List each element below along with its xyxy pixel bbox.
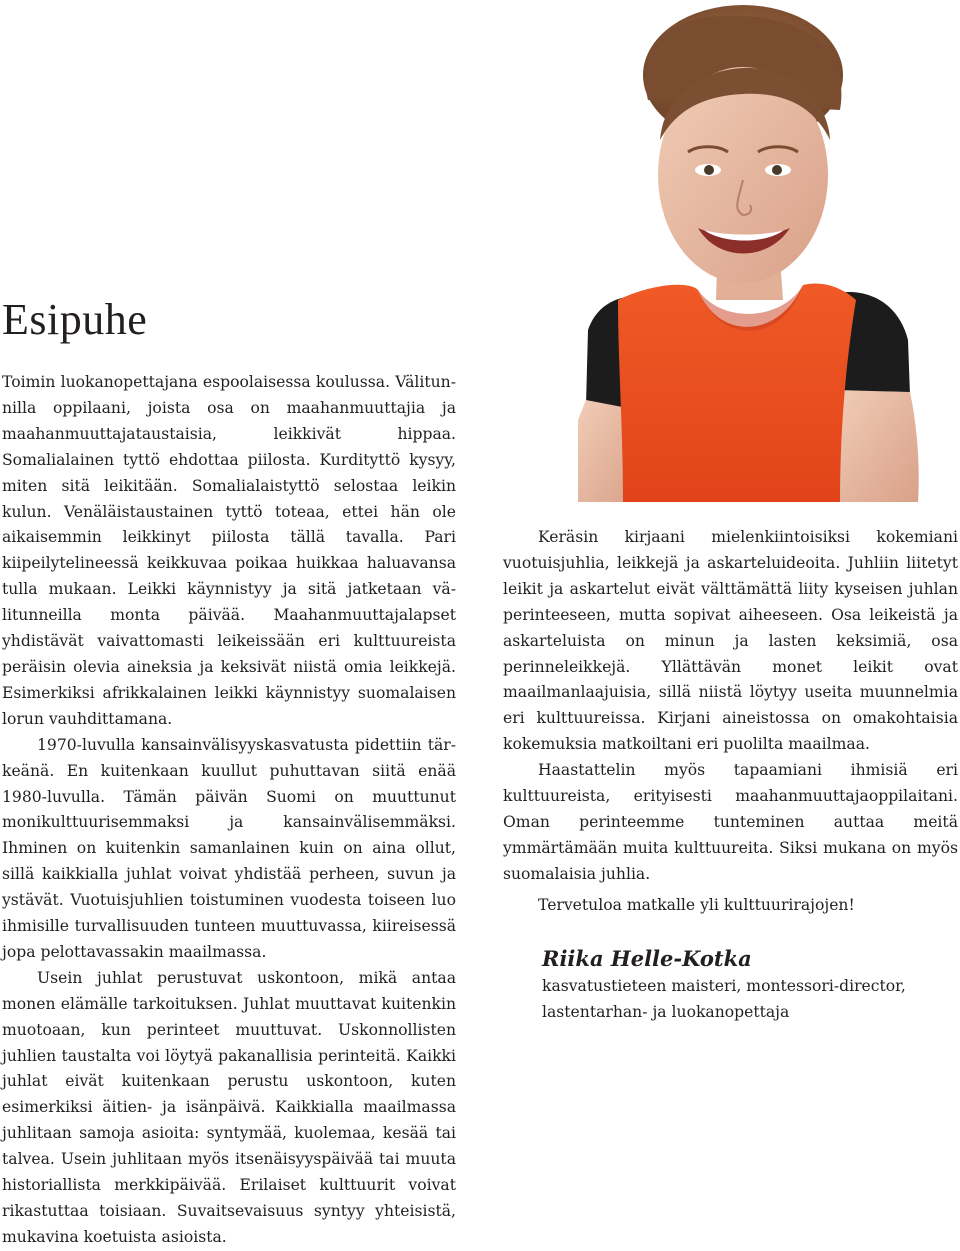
- arm-right: [836, 390, 919, 502]
- greeting: Tervetuloa matkalle yli kulttuurirajojen!: [538, 896, 855, 914]
- signature: [542, 945, 906, 1025]
- author-portrait: [578, 0, 920, 502]
- right-column: [503, 525, 958, 888]
- paragraph: Usein juhlat perustuvat uskontoon, mikä antaa monen elämälle tarkoituksen. Juhlat muuttavat kuitenkin muotoaan, kun perinteet muuttuvat. Uskonnollisten juhlien taustalta voi löytyä pakanallisia perinteitä. Kaikki juhlat eivät kuitenkaan perustu uskontoon, kuten esimerkiksi äitien- ja isänpäivä. Kaikkialla maailmassa juhlitaan samoja asioita: syntymää, kuolemaa, kesää tai talvea. Usein juhlitaan myös itsenäisyyspäivää tai muuta historiallista merkkipäivää. Erilaiset kulttuurit voivat rikastuttaa toisiaan. Suvaitsevaisuus syntyy yhteisistä, mukavina koetuista asioista.: [2, 968, 456, 1246]
- paragraph: 1970-luvulla kansainvälisyyskasvatusta pidettiin tärkeänä. En kuitenkaan kuullut puhuttavan siitä enää 1980-luvulla. Tämän päivän Suomi on muuttunut monikulttuurisemmaksi ja kansainvälisemmäksi. Ihminen on kuitenkin samanlainen kuin on aina ollut, sillä kaikkialla juhlat voivat yhdistää perheen, suvun ja ystävät. Vuotuisjuhlien toistuminen vuodesta toiseen luo ihmisille turvallisuuden tunteen muuttuvassa, kiireisessä jopa pelottavassakin maailmassa.: [2, 735, 456, 961]
- page-title: Esipuhe: [2, 295, 148, 344]
- paragraph: Toimin luokanopettajana espoolaisessa koulussa. Välitunnilla oppilaani, joista osa on maahanmuuttajia ja maahanmuuttajataustaisia, leikkivät hippaa. Somalialainen tyttö ehdottaa piilosta. Kurdityttö kysyy, miten sitä leikitään. Somalialaistyttö selostaa leikin kulun. Venäläistaustainen tyttö toteaa, ettei hän ole aikaisemmin leikkinyt piilosta tällä tavalla. Pari kiipeilytelineessä keikkuvaa poikaa huikkaa haluavansa tulla mukaan. Leikki käynnistyy ja sitä jatketaan välitunneilla monta päivää. Maahanmuuttajalapset yhdistävät vaivattomasti leikeissään eri kulttuureista peräisin olevia aineksia ja keksivät niistä omia leikkejä. Esimerkiksi afrikkalainen leikki käynnistyy suomalaisen lorun vauhdittamana.: [2, 373, 456, 728]
- paragraph: Keräsin kirjaani mielenkiintoisiksi kokemiani vuotuisjuhlia, leikkejä ja askarteluideoita. Juhliin liitetyt leikit ja askartelut eivät välttämättä liity kyseisen juhlan perinteeseen, mutta sopivat aiheeseen. Osa leikeistä ja askarteluista on minun ja lasten keksimiä, osa perinneleikkejä. Yllättävän monet leikit ovat maailmanlaajuisia, sillä niistä löytyy useita muunnelmia eri kulttuureissa. Kirjani aineistossa on omakohtaisia kokemuksia matkoiltani eri puolilta maailmaa.: [503, 528, 958, 754]
- signature-name: Riika Helle-Kotka: [542, 946, 752, 971]
- signature-title: kasvatustieteen maisteri, montessori-director,: [542, 977, 906, 995]
- left-column: [2, 370, 456, 1251]
- paragraph: Haastattelin myös tapaamiani ihmisiä eri kulttuureista, erityisesti maahanmuuttajaoppilaitani. Oman perinteemme tunteminen auttaa meitä ymmärtämään muita kulttuureita. Siksi mukana on myös suomalaisia juhlia.: [503, 761, 958, 883]
- signature-title: lastentarhan- ja luokanopettaja: [542, 1003, 790, 1021]
